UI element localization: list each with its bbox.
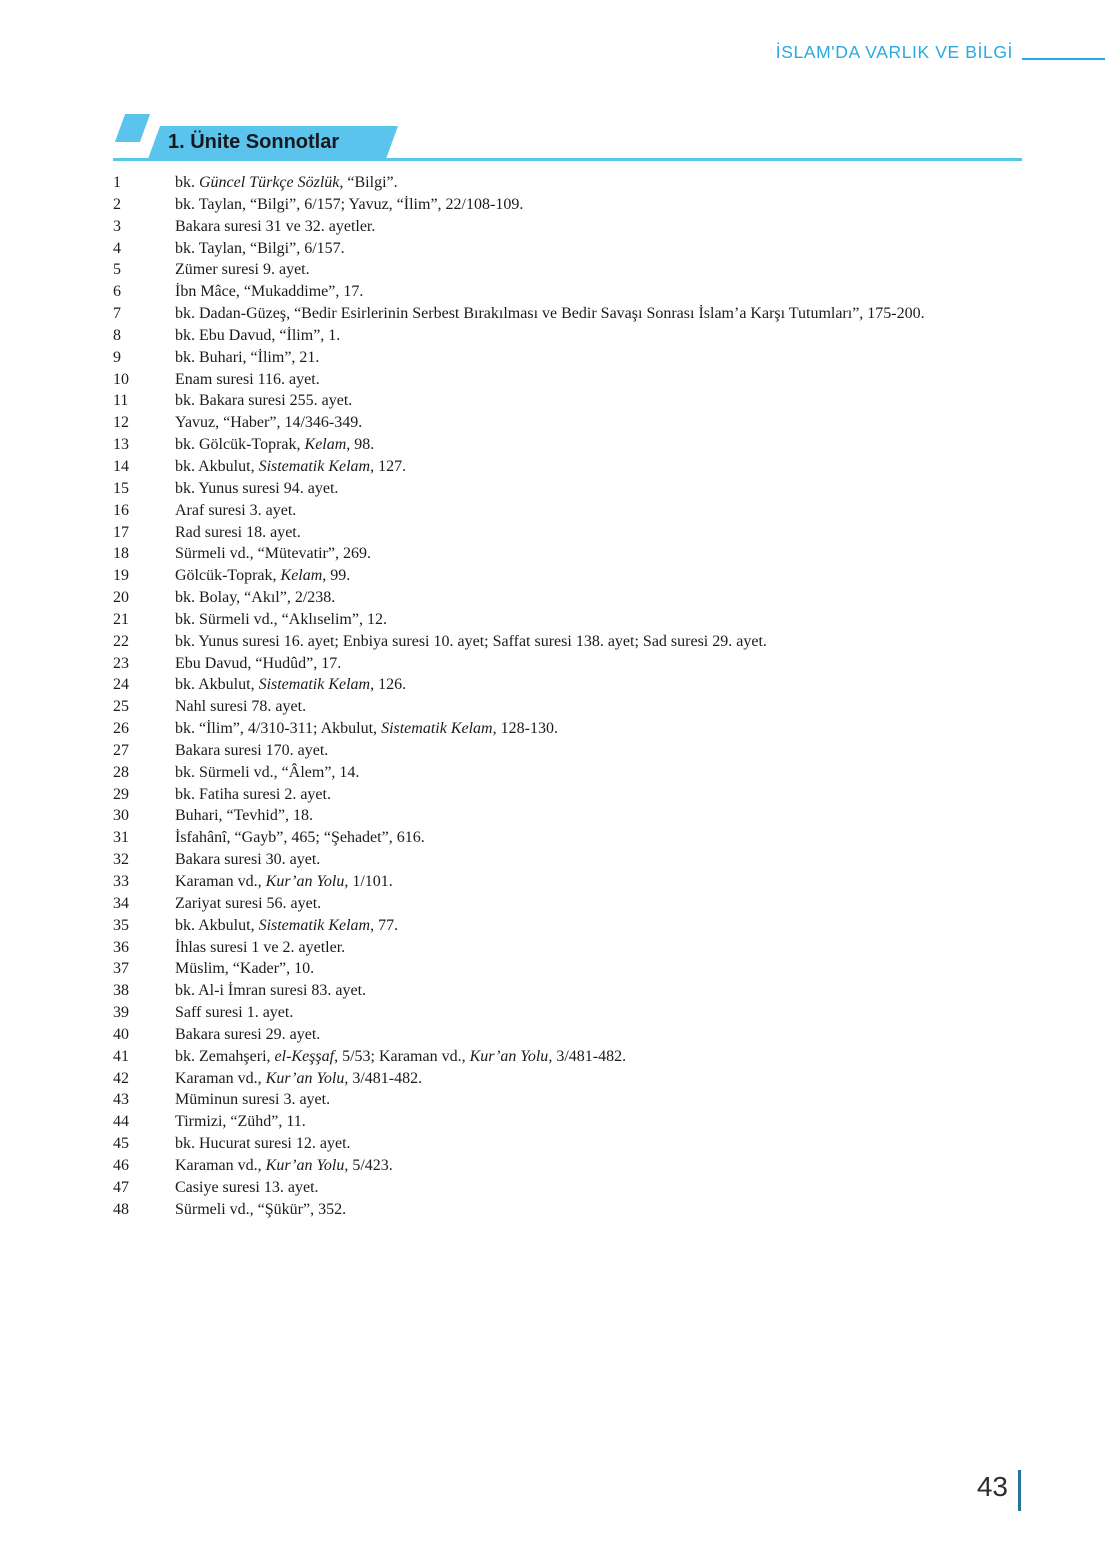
note-number: 17 bbox=[113, 523, 129, 541]
note-row bbox=[113, 522, 1028, 544]
note-row bbox=[113, 1024, 1028, 1046]
note-number: 31 bbox=[113, 829, 129, 847]
note-text: Yavuz, “Haber”, 14/346-349. bbox=[175, 414, 363, 432]
note-text: bk. Yunus suresi 94. ayet. bbox=[175, 479, 339, 497]
note-number: 21 bbox=[113, 610, 129, 628]
note-text: Bakara suresi 30. ayet. bbox=[175, 851, 321, 869]
note-number: 9 bbox=[113, 348, 121, 366]
note-text: bk. Yunus suresi 16. ayet; Enbiya suresi 10. ayet; Saffat suresi 138. ayet; Sad suresi 29. ayet. bbox=[175, 632, 767, 650]
section-title: 1. Ünite Sonnotlar bbox=[168, 131, 340, 153]
note-number: 34 bbox=[113, 894, 129, 912]
note-row bbox=[113, 194, 1028, 216]
note-row bbox=[113, 937, 1028, 959]
note-row bbox=[113, 172, 1028, 194]
note-row bbox=[113, 893, 1028, 915]
note-text: Nahl suresi 78. ayet. bbox=[175, 698, 307, 716]
section-banner bbox=[113, 114, 1022, 164]
running-head-title: İSLAM'DA VARLIK VE BİLGİ bbox=[775, 42, 1013, 62]
note-row bbox=[113, 740, 1028, 762]
note-number: 7 bbox=[113, 305, 121, 323]
note-number: 43 bbox=[113, 1091, 129, 1109]
note-text: Enam suresi 116. ayet. bbox=[175, 370, 320, 388]
note-row bbox=[113, 958, 1028, 980]
note-number: 13 bbox=[113, 436, 129, 454]
note-number: 3 bbox=[113, 217, 121, 235]
note-row bbox=[113, 434, 1028, 456]
note-row bbox=[113, 1177, 1028, 1199]
note-row bbox=[113, 369, 1028, 391]
note-text: İhlas suresi 1 ve 2. ayetler. bbox=[175, 938, 346, 956]
note-number: 26 bbox=[113, 720, 129, 738]
note-text: bk. Taylan, “Bilgi”, 6/157. bbox=[175, 239, 345, 257]
note-text: Sürmeli vd., “Şükür”, 352. bbox=[175, 1200, 347, 1218]
note-text: bk. Sürmeli vd., “Âlem”, 14. bbox=[175, 763, 360, 781]
note-text: bk. Taylan, “Bilgi”, 6/157; Yavuz, “İlim”, 22/108-109. bbox=[175, 195, 524, 213]
note-row bbox=[113, 1046, 1028, 1068]
note-number: 4 bbox=[113, 239, 121, 257]
note-number: 14 bbox=[113, 457, 129, 475]
note-text: bk. “İlim”, 4/310-311; Akbulut, Sistematik Kelam, 128-130. bbox=[175, 720, 558, 738]
note-text: bk. Bolay, “Akıl”, 2/238. bbox=[175, 589, 336, 607]
note-text: bk. Güncel Türkçe Sözlük, “Bilgi”. bbox=[175, 174, 398, 191]
note-number: 11 bbox=[113, 392, 129, 410]
note-number: 47 bbox=[113, 1178, 129, 1196]
note-row bbox=[113, 347, 1028, 369]
note-number: 46 bbox=[113, 1156, 129, 1174]
note-text: Bakara suresi 31 ve 32. ayetler. bbox=[175, 217, 376, 235]
note-text: Karaman vd., Kur’an Yolu, 3/481-482. bbox=[175, 1069, 423, 1087]
note-row bbox=[113, 303, 1028, 325]
note-number: 29 bbox=[113, 785, 129, 803]
note-number: 27 bbox=[113, 741, 129, 759]
banner-underline-rule bbox=[113, 158, 1022, 161]
note-text: Karaman vd., Kur’an Yolu, 5/423. bbox=[175, 1156, 393, 1174]
note-text: Müminun suresi 3. ayet. bbox=[175, 1091, 331, 1109]
note-number: 2 bbox=[113, 195, 121, 213]
note-number: 12 bbox=[113, 414, 129, 432]
note-text: Tirmizi, “Zühd”, 11. bbox=[175, 1113, 306, 1131]
note-text: Rad suresi 18. ayet. bbox=[175, 523, 301, 541]
note-number: 45 bbox=[113, 1135, 129, 1153]
note-text: Casiye suresi 13. ayet. bbox=[175, 1178, 319, 1196]
note-number: 20 bbox=[113, 589, 129, 607]
note-row bbox=[113, 1068, 1028, 1090]
note-number: 37 bbox=[113, 960, 129, 978]
note-text: Karaman vd., Kur’an Yolu, 1/101. bbox=[175, 873, 393, 890]
note-text: bk. Hucurat suresi 12. ayet. bbox=[175, 1135, 351, 1153]
note-row bbox=[113, 216, 1028, 238]
note-row bbox=[113, 500, 1028, 522]
note-text: Ebu Davud, “Hudûd”, 17. bbox=[175, 654, 342, 672]
note-row bbox=[113, 609, 1028, 631]
note-row bbox=[113, 238, 1028, 260]
note-text: Bakara suresi 170. ayet. bbox=[175, 741, 329, 759]
note-number: 23 bbox=[113, 654, 129, 672]
note-number: 42 bbox=[113, 1069, 129, 1087]
note-number: 28 bbox=[113, 763, 129, 781]
note-row bbox=[113, 674, 1028, 696]
note-row bbox=[113, 543, 1028, 565]
note-number: 25 bbox=[113, 698, 129, 716]
note-text: Sürmeli vd., “Mütevatir”, 269. bbox=[175, 545, 371, 563]
note-row bbox=[113, 456, 1028, 478]
note-row bbox=[113, 631, 1028, 653]
note-row bbox=[113, 980, 1028, 1002]
note-row bbox=[113, 653, 1028, 675]
note-row bbox=[113, 1089, 1028, 1111]
note-row bbox=[113, 827, 1028, 849]
note-row bbox=[113, 805, 1028, 827]
note-row bbox=[113, 871, 1028, 893]
note-number: 48 bbox=[113, 1200, 129, 1218]
running-head-rule bbox=[1022, 58, 1105, 60]
note-number: 36 bbox=[113, 938, 129, 956]
running-head bbox=[776, 42, 1105, 63]
note-number: 38 bbox=[113, 982, 129, 1000]
note-text: bk. Bakara suresi 255. ayet. bbox=[175, 392, 353, 410]
note-row bbox=[113, 718, 1028, 740]
note-text: bk. Buhari, “İlim”, 21. bbox=[175, 348, 320, 366]
note-row bbox=[113, 1155, 1028, 1177]
note-number: 10 bbox=[113, 370, 129, 388]
note-number: 40 bbox=[113, 1025, 129, 1043]
note-row bbox=[113, 696, 1028, 718]
note-row bbox=[113, 1002, 1028, 1024]
note-number: 24 bbox=[113, 676, 129, 694]
banner-chip-shape bbox=[115, 114, 150, 142]
note-text: bk. Al-i İmran suresi 83. ayet. bbox=[175, 982, 367, 1000]
note-row bbox=[113, 259, 1028, 281]
note-text: bk. Zemahşeri, el-Keşşaf, 5/53; Karaman vd., Kur’an Yolu, 3/481-482. bbox=[175, 1047, 627, 1065]
note-text: bk. Dadan-Güzeş, “Bedir Esirlerinin Serbest Bırakılması ve Bedir Savaşı Sonrası İslam’a Karşı Tutumları”, 175-200. bbox=[175, 305, 925, 323]
note-number: 1 bbox=[113, 174, 121, 191]
page-footer bbox=[965, 1466, 1105, 1516]
note-text: İsfahânî, “Gayb”, 465; “Şehadet”, 616. bbox=[175, 829, 425, 847]
note-row bbox=[113, 1133, 1028, 1155]
note-number: 16 bbox=[113, 501, 129, 519]
note-number: 30 bbox=[113, 807, 129, 825]
note-number: 15 bbox=[113, 479, 129, 497]
note-number: 32 bbox=[113, 851, 129, 869]
note-text: Buhari, “Tevhid”, 18. bbox=[175, 807, 313, 825]
note-text: Zümer suresi 9. ayet. bbox=[175, 261, 310, 279]
note-row bbox=[113, 281, 1028, 303]
note-row bbox=[113, 762, 1028, 784]
note-number: 35 bbox=[113, 916, 129, 934]
endnotes-list bbox=[113, 172, 1028, 1221]
note-number: 18 bbox=[113, 545, 129, 563]
note-row bbox=[113, 849, 1028, 871]
note-row bbox=[113, 915, 1028, 937]
note-text: bk. Akbulut, Sistematik Kelam, 126. bbox=[175, 676, 407, 694]
note-number: 19 bbox=[113, 567, 129, 585]
note-row bbox=[113, 478, 1028, 500]
note-row bbox=[113, 390, 1028, 412]
note-number: 33 bbox=[113, 873, 129, 890]
note-row bbox=[113, 587, 1028, 609]
page-number: 43 bbox=[976, 1471, 1008, 1502]
note-number: 39 bbox=[113, 1004, 129, 1022]
note-text: İbn Mâce, “Mukaddime”, 17. bbox=[175, 283, 364, 301]
note-number: 5 bbox=[113, 261, 121, 279]
note-number: 6 bbox=[113, 283, 121, 301]
note-text: Saff suresi 1. ayet. bbox=[175, 1004, 294, 1022]
footer-vertical-rule bbox=[1018, 1470, 1021, 1511]
note-number: 22 bbox=[113, 632, 129, 650]
note-text: Araf suresi 3. ayet. bbox=[175, 501, 297, 519]
note-text: bk. Akbulut, Sistematik Kelam, 77. bbox=[175, 916, 399, 934]
note-number: 44 bbox=[113, 1113, 129, 1131]
note-row bbox=[113, 325, 1028, 347]
note-row bbox=[113, 412, 1028, 434]
note-text: Gölcük-Toprak, Kelam, 99. bbox=[175, 567, 351, 585]
note-row bbox=[113, 784, 1028, 806]
note-row bbox=[113, 1199, 1028, 1221]
note-text: Zariyat suresi 56. ayet. bbox=[175, 894, 322, 912]
note-number: 41 bbox=[113, 1047, 129, 1065]
note-text: bk. Akbulut, Sistematik Kelam, 127. bbox=[175, 457, 407, 475]
note-text: bk. Fatiha suresi 2. ayet. bbox=[175, 785, 331, 803]
note-row bbox=[113, 1111, 1028, 1133]
note-row bbox=[113, 565, 1028, 587]
note-text: bk. Ebu Davud, “İlim”, 1. bbox=[175, 326, 341, 344]
note-text: bk. Sürmeli vd., “Aklıselim”, 12. bbox=[175, 610, 387, 628]
note-text: Bakara suresi 29. ayet. bbox=[175, 1025, 321, 1043]
note-text: Müslim, “Kader”, 10. bbox=[175, 960, 315, 978]
banner-background bbox=[148, 126, 398, 159]
note-number: 8 bbox=[113, 326, 121, 344]
note-text: bk. Gölcük-Toprak, Kelam, 98. bbox=[175, 436, 375, 454]
